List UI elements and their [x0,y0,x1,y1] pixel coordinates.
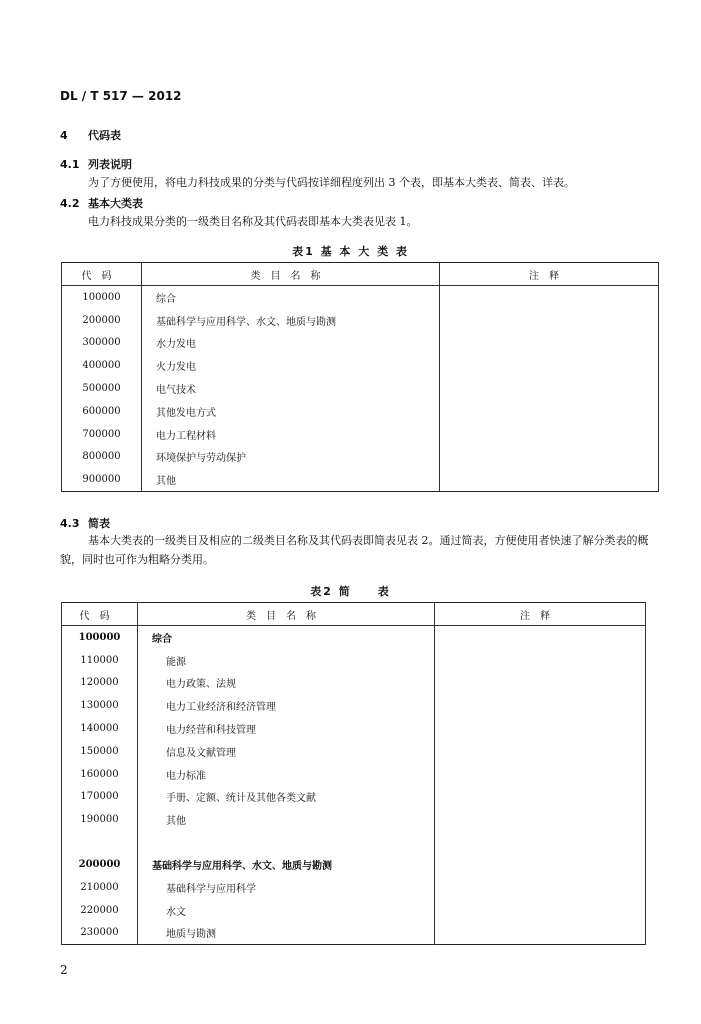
note-cell [435,717,646,740]
table-row [62,740,646,763]
name-cell: 信息及文献管理 [138,740,435,763]
code-cell: 100000 [62,286,142,309]
code-cell: 210000 [62,876,138,899]
name-cell [138,831,435,853]
table-header-row [62,603,646,626]
name-cell: 地质与勘测 [138,922,435,945]
code-cell: 800000 [62,446,142,469]
table-2 [61,602,646,945]
name-cell: 手册、定额、统计及其他各类文献 [138,786,435,809]
code-cell: 170000 [62,786,138,809]
code-cell: 190000 [62,808,138,831]
header-name: 类目名称 [138,603,435,626]
code-cell: 140000 [62,717,138,740]
name-cell: 综合 [142,286,440,309]
note-cell [440,332,659,355]
name-cell: 电力经营和科技管理 [138,717,435,740]
code-cell: 110000 [62,649,138,672]
note-cell [435,808,646,831]
section-4-2-heading [60,195,143,211]
section-title: 简表 [88,517,110,530]
table-row [62,672,646,695]
note-cell [435,786,646,809]
name-cell: 综合 [138,626,435,649]
table-row [62,876,646,899]
table-row [62,468,659,491]
section-4-2-text: 电力科技成果分类的一级类目名称及其代码表即基本大类表见表 1。 [88,215,418,228]
name-cell: 水文 [138,899,435,922]
note-cell [435,922,646,945]
table-row [62,446,659,469]
name-cell: 其他 [138,808,435,831]
header-note: 注释 [435,603,646,626]
header-note: 注释 [440,263,659,286]
code-cell: 130000 [62,694,138,717]
name-cell: 水力发电 [142,332,440,355]
name-cell: 火力发电 [142,354,440,377]
header-code: 代码 [62,263,142,286]
code-cell: 230000 [62,922,138,945]
section-number: 4 [60,129,68,142]
table-row [62,763,646,786]
table-row [62,786,646,809]
section-number: 4.1 [60,158,80,171]
note-cell [435,694,646,717]
note-cell [440,423,659,446]
section-4-3-heading [60,515,110,531]
table-row [62,717,646,740]
code-cell: 400000 [62,354,142,377]
code-cell: 120000 [62,672,138,695]
table-2-caption: 表2 简 表 [310,585,391,598]
note-cell [440,354,659,377]
note-cell [435,876,646,899]
section-4-1-heading [60,156,132,172]
note-cell [440,446,659,469]
name-cell: 其他发电方式 [142,400,440,423]
table-row [62,899,646,922]
name-cell: 能源 [138,649,435,672]
blank-row [62,831,646,853]
table-row [62,332,659,355]
code-cell: 200000 [62,853,138,876]
table-row [62,922,646,945]
code-cell: 150000 [62,740,138,763]
name-cell: 基础科学与应用科学、水文、地质与勘测 [138,853,435,876]
name-cell: 电气技术 [142,377,440,400]
code-cell: 600000 [62,400,142,423]
name-cell: 电力工业经济和经济管理 [138,694,435,717]
name-cell: 其他 [142,468,440,491]
document-code: DL / T 517 — 2012 [60,89,182,103]
note-cell [435,831,646,853]
table-row [62,694,646,717]
name-cell: 电力标准 [138,763,435,786]
note-cell [435,899,646,922]
table-row [62,649,646,672]
note-cell [435,853,646,876]
name-cell: 电力政策、法规 [138,672,435,695]
section-number: 4.3 [60,517,80,530]
name-cell: 基础科学与应用科学 [138,876,435,899]
section-title: 代码表 [88,129,121,142]
note-cell [435,626,646,649]
table-row [62,377,659,400]
section-title: 基本大类表 [88,197,143,210]
table-1 [61,262,659,492]
code-cell: 200000 [62,309,142,332]
note-cell [435,672,646,695]
note-cell [435,649,646,672]
code-cell [62,831,138,853]
note-cell [440,468,659,491]
code-cell: 220000 [62,899,138,922]
note-cell [440,286,659,309]
table-row [62,354,659,377]
note-cell [435,740,646,763]
table-row [62,626,646,649]
code-cell: 700000 [62,423,142,446]
table-row [62,808,646,831]
name-cell: 电力工程材料 [142,423,440,446]
note-cell [440,377,659,400]
code-cell: 100000 [62,626,138,649]
page-number: 2 [60,963,68,977]
table-row [62,853,646,876]
note-cell [440,400,659,423]
code-cell: 160000 [62,763,138,786]
section-4-3-text: 基本大类表的一级类目及相应的二级类目名称及其代码表即简表见表 2。通过简表，方便使用者快速了解分类表的概貌，同时也可作为粗略分类用。 [60,534,649,566]
table-1-caption: 表1 基 本 大 类 表 [292,245,409,258]
note-cell [435,763,646,786]
section-4-1-text: 为了方便使用，将电力科技成果的分类与代码按详细程度列出 3 个表，即基本大类表、简表、详表。 [88,176,575,189]
table-row [62,400,659,423]
section-title: 列表说明 [88,158,132,171]
note-cell [440,309,659,332]
code-cell: 300000 [62,332,142,355]
name-cell: 环境保护与劳动保护 [142,446,440,469]
code-cell: 900000 [62,468,142,491]
header-name: 类目名称 [142,263,440,286]
code-cell: 500000 [62,377,142,400]
table-header-row [62,263,659,286]
header-code: 代码 [62,603,138,626]
section-number: 4.2 [60,197,80,210]
table-row [62,286,659,309]
table-row [62,309,659,332]
section-4-heading [60,127,121,143]
name-cell: 基础科学与应用科学、水文、地质与勘测 [142,309,440,332]
table-row [62,423,659,446]
